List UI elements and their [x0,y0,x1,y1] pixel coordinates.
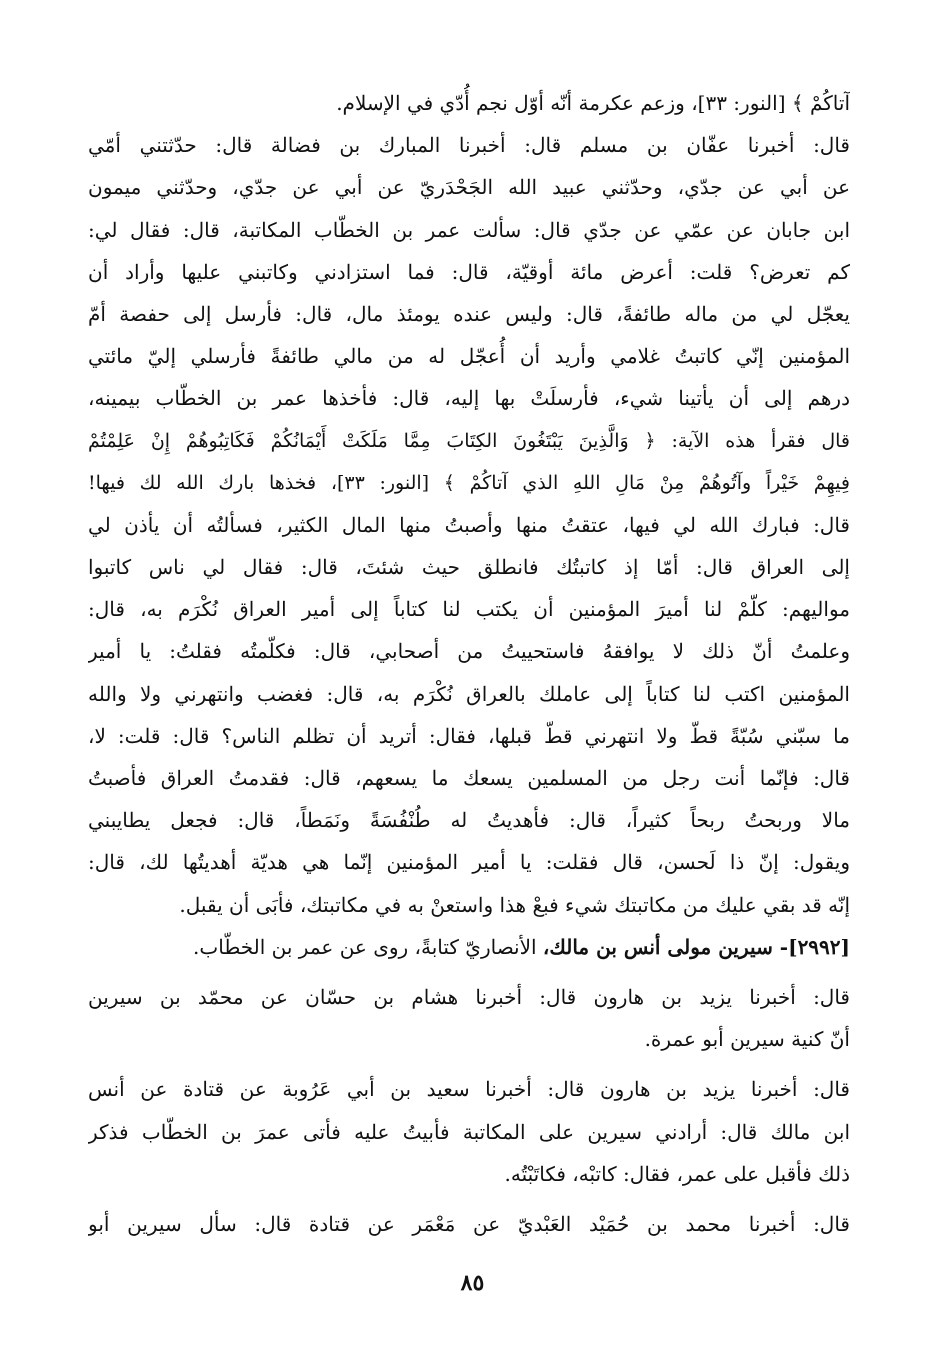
text-line: إلى العراق قال: أمّا إذ كاتبتُك فانطلق حيث شئتَ، قال: فقال لي ناس كاتبوا [88,555,850,580]
page-body [88,82,850,1245]
text-line: قال: أخبرنا محمد بن حُمَيْد العَبْديّ عن مَعْمَر عن قتادة قال: سأل سيرين أبو [88,1211,850,1236]
paragraph-gap [88,1195,850,1203]
paragraph-qatada [88,1203,850,1245]
text-line: ذلك فأقبل على عمر، فقال: كاتبْه، فكاتَبْتُه. [504,1161,850,1186]
text-line: قال: فإنّما أنت رجل من المسلمين يسعك ما يسعهم، قال: فقدمتُ العراق فأصبتُ [88,766,850,790]
text-line: وعلمتُ أنّ ذلك لا يوافقهُ فاستحييتُ من أصحابي، قال: فكلّمتُه فقلتُ: يا أمير [88,639,850,664]
text-line: فِيهِمْ خَيْراً وآتُوهُمْ مِنْ مَالِ اللهِ الذي آتاكُمْ ﴾ [النور: ٣٣]، فخذها بارك الله لك فيها! [88,471,850,494]
entry-name: - سيرين مولى أنس بن مالك، [542,934,789,959]
entry-heading [88,926,850,968]
text-line: ما سبّني سُبّةً قطّ ولا انتهرني قطّ قبلها، فقال: أتريد أن تظلم الناس؟ قال: قلت: لا، [88,723,850,748]
text-line: ويقول: إنّ ذا لَحسن، قال فقلت: يا أمير المؤمنين إنّما هي هديّة أهديتُها لك، قال: [88,850,850,875]
paragraph-anas [88,1068,850,1195]
entry-description: الأنصاريّ كتابةً، روى عن عمر بن الخطّاب. [193,934,543,959]
page-number: ٨٥ [460,1270,485,1296]
entry-number: [٢٩٩٢] [788,934,850,959]
text-line: إنّه قد بقي عليك من مكاتبتك شيء فبعْ هذا واستعنْ به في مكاتبتك، فأبَى أن يقبل. [179,892,850,917]
text-line: مواليهم: كلّمْ لنا أميرَ المؤمنين أن يكتب لنا كتاباً إلى أمير العراق نُكْرَم به، قال: [88,597,850,622]
paragraph-gap [88,968,850,976]
paragraph-gap [88,1060,850,1068]
paragraph-main [88,82,850,926]
paragraph-kunya [88,976,850,1060]
text-line: كم تعرض؟ قلت: أعرض مائة أوقيّة، قال: فما استزادني وكاتبني عليها وأراد أن [88,259,850,284]
text-line: درهم إلى أن يأتينا شيء، فأرسلَتْ بها إليه، قال: فأخذها عمر بن الخطّاب بيمينه، [88,386,850,411]
text-line: المؤمنين إنّي كاتبتُ غلامي وأريد أن أُعجّل له من مالي طائفةً فأرسلي إليّ مائتي [88,344,850,369]
text-line: المؤمنين اكتب لنا كتاباً إلى عاملك بالعراق نُكْرَم به، قال: فغضب وانتهرني ولا والله [88,681,850,706]
text-line: مالا وربحتُ ربحاً كثيراً، قال: فأهديتُ له طُنْفُسَةً ونَمَطاً، قال: فجعل يطايبني [88,808,850,833]
text-line: عن أبي عن جدّي، وحدّثني عبيد الله الجَحْدَريّ عن أبي عن جدّي، وحدّثني ميمون [88,175,850,200]
text-line: ابن جابان عن عمّي عن جدّي قال: سألت عمر بن الخطّاب المكاتبة، قال: فقال لي: [88,217,850,242]
text-line: قال: فبارك الله لي فيها، عتقتُ منها وأصبتُ منها المال الكثير، فسألتُه أن يأذن لي [88,512,850,537]
text-line: أنّ كنية سيرين أبو عمرة. [644,1027,850,1052]
text-line: قال فقرأ هذه الآية: ﴿ وَالَّذِينَ يَبْتَغُونَ الكِتَابَ مِمَّا مَلَكَتْ أَيْمَانُكُمْ فَكَاتِبُوهُمْ إِنْ عَلِمْتُمْ [88,429,850,452]
text-line: قال: أخبرنا يزيد بن هارون قال: أخبرنا هشام بن حسّان عن محمّد بن سيرين [88,984,850,1009]
text-line: يعجّل لي من ماله طائفةً، قال: وليس عنده يومئذ مال، قال: فأرسل إلى حفصة أمّ [88,301,850,326]
text-line: ابن مالك قال: أرادني سيرين على المكاتبة فأبيتُ عليه فأتى عمرَ بن الخطّاب فذكر [88,1119,850,1144]
text-line: آتاكُمْ ﴾ [النور: ٣٣]، وزعم عكرمة أنّه أوّل نجم أُدّي في الإسلام. [336,91,850,115]
text-line: قال: أخبرنا يزيد بن هارون قال: أخبرنا سعيد بن أبي عَرُوبة عن قتادة عن أنس [88,1077,850,1102]
text-line: قال: أخبرنا عفّان بن مسلم قال: أخبرنا المبارك بن فضالة قال: حدّثتني أمّي [88,133,850,158]
